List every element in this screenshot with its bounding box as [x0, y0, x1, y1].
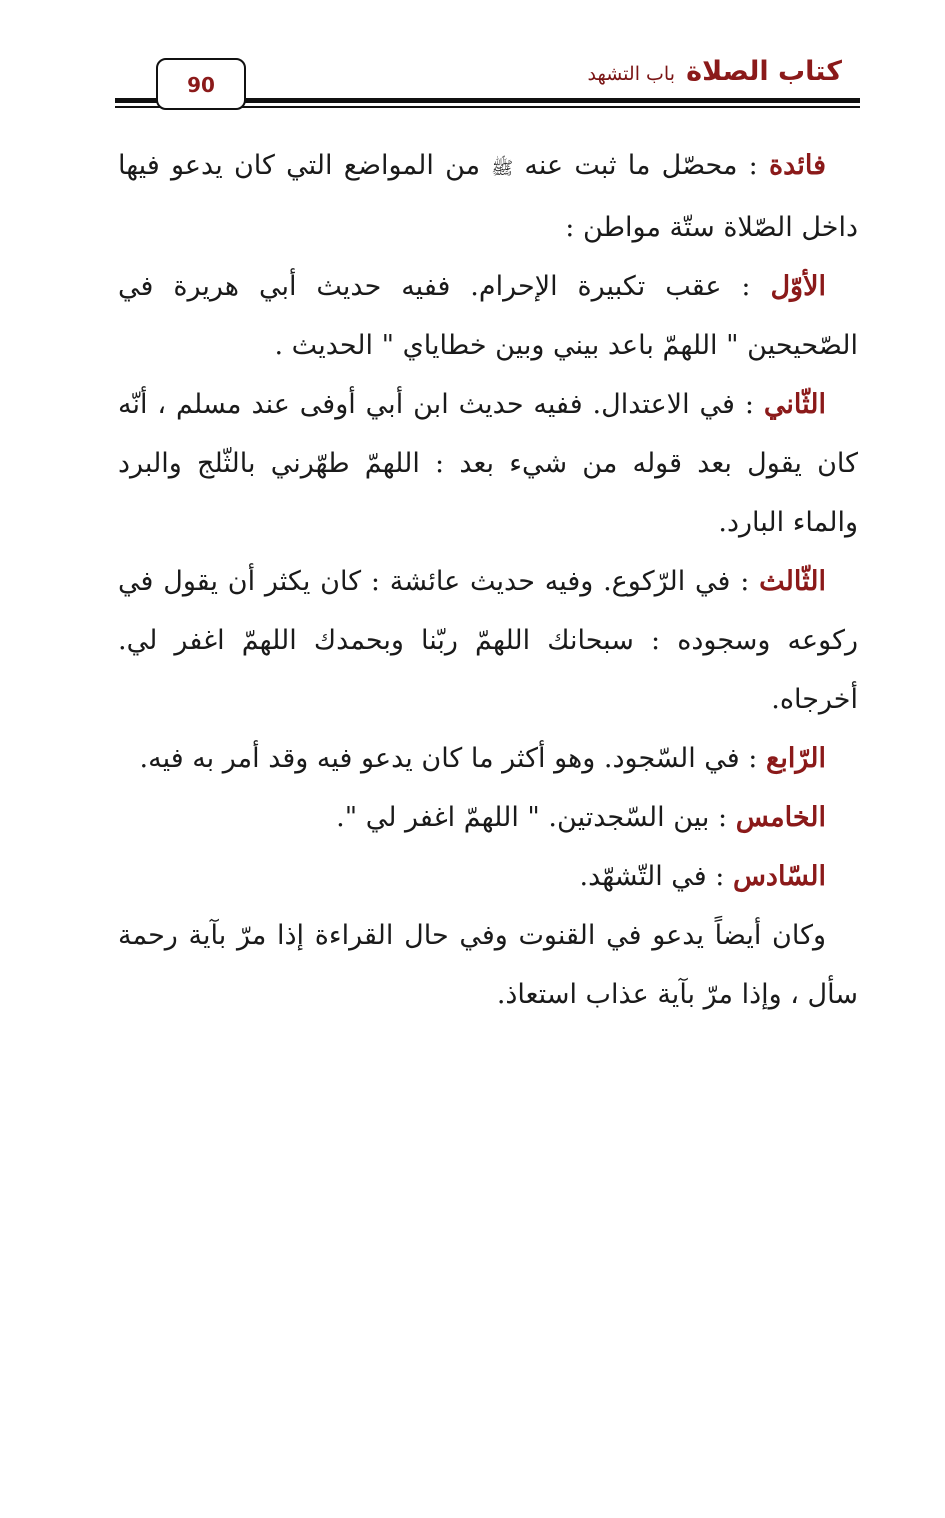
paragraph-text: من المواضع التي كان يدعو فيها داخل الصّلاة ستّة مواطن :	[118, 150, 858, 243]
page-header	[0, 0, 945, 120]
paragraph-sixth	[118, 847, 858, 906]
page-body	[118, 136, 858, 1024]
paragraph-benefit	[118, 136, 858, 257]
term-first: الأوّل	[770, 271, 826, 302]
paragraph-text: : في السّجود. وهو أكثر ما كان يدعو فيه وقد أمر به فيه.	[139, 743, 766, 774]
term-second: الثّاني	[763, 389, 826, 420]
paragraph-text: وكان أيضاً يدعو في القنوت وفي حال القراءة إذا مرّ بآية رحمة سأل ، وإذا مرّ بآية عذاب استعاذ.	[118, 920, 858, 1010]
honorific-glyph: ﷺ	[491, 158, 514, 179]
paragraph-third	[118, 552, 858, 729]
paragraph-text: : في الاعتدال. ففيه حديث ابن أبي أوفى عند مسلم ، أنّه كان يقول بعد قوله من شيء بعد : اللهمّ طهّرني بالثّلج والبرد والماء البارد.	[118, 389, 858, 538]
term-fifth: الخامس	[735, 802, 826, 833]
term-benefit: فائدة	[769, 150, 826, 181]
term-third: الثّالث	[759, 566, 826, 597]
book-title: كتاب الصلاة	[686, 56, 842, 87]
paragraph-second	[118, 375, 858, 552]
term-sixth: السّادس	[732, 861, 826, 892]
paragraph-text: : محصّل ما ثبت عنه	[513, 150, 770, 181]
paragraph-fourth	[118, 729, 858, 788]
paragraph-text: : في الرّكوع. وفيه حديث عائشة : كان يكثر أن يقول في ركوعه وسجوده : سبحانك اللهمّ ربّنا وبحمدك اللهمّ اغفر لي. أخرجاه.	[118, 566, 858, 715]
paragraph-text: : عقب تكبيرة الإحرام. ففيه حديث أبي هريرة في الصّحيحين " اللهمّ باعد بيني وبين خطاياي " الحديث .	[118, 271, 858, 361]
paragraph-fifth	[118, 788, 858, 847]
paragraph-first	[118, 257, 858, 375]
chapter-title: باب التشهد	[587, 63, 675, 85]
paragraph-closing	[118, 906, 858, 1024]
paragraph-text: : بين السّجدتين. " اللهمّ اغفر لي ".	[336, 802, 736, 833]
page-number: 90	[156, 58, 246, 110]
paragraph-text: : في التّشهّد.	[579, 861, 733, 892]
term-fourth: الرّابع	[765, 743, 826, 774]
